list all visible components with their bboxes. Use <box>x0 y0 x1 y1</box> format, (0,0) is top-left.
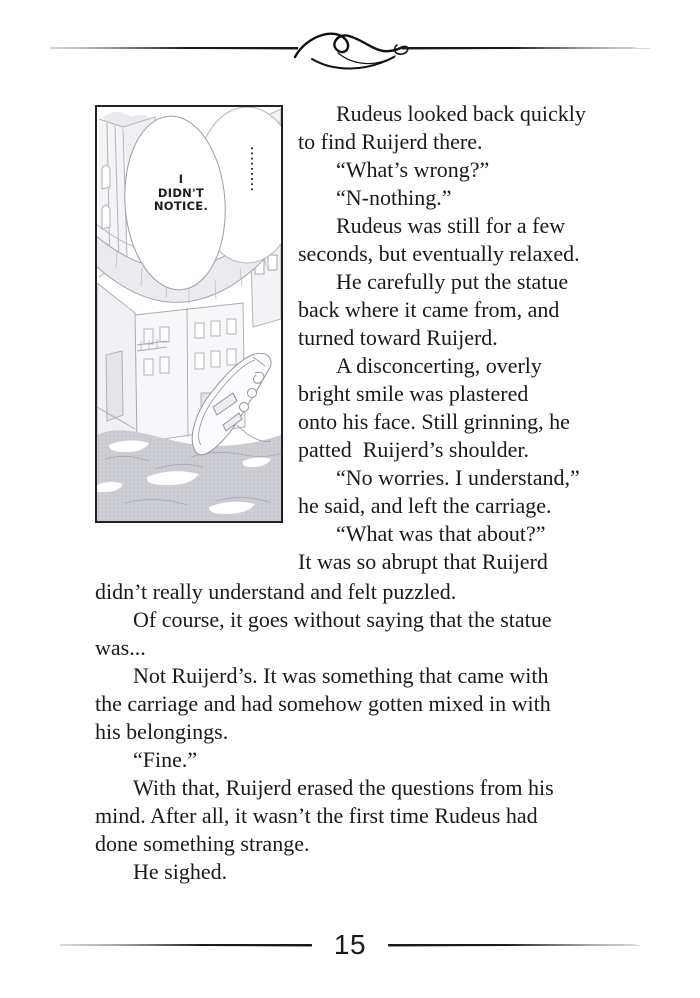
text-line: didn’t really understand and felt puzzled. <box>95 579 457 604</box>
speech-bubble-line: NOTICE. <box>153 199 209 213</box>
text-line: to find Ruijerd there. <box>298 129 483 154</box>
text-line: his belongings. <box>95 719 229 744</box>
text-line: “No worries. I understand,” <box>336 465 580 490</box>
speech-bubble-line: I <box>178 172 184 186</box>
text-line: Of course, it goes without saying that the statue <box>133 607 552 632</box>
text-line: With that, Ruijerd erased the questions from his <box>133 775 554 800</box>
footer-line-right <box>388 944 640 947</box>
speech-bubble-text <box>129 173 233 214</box>
footer-line-left <box>60 944 312 947</box>
text-line: turned toward Ruijerd. <box>298 325 498 350</box>
body-text-full <box>95 578 670 886</box>
text-line: patted Ruijerd’s shoulder. <box>298 437 529 462</box>
text-line: A disconcerting, overly <box>336 353 542 378</box>
text-line: seconds, but eventually relaxed. <box>298 241 580 266</box>
text-line: the carriage and had somehow gotten mixed in with <box>95 691 551 716</box>
text-line: “What was that about?” <box>336 521 546 546</box>
text-line: bright smile was plastered <box>298 381 529 406</box>
text-line: “N-nothing.” <box>336 185 452 210</box>
divider-line-right <box>402 47 650 50</box>
text-line: back where it came from, and <box>298 297 560 322</box>
text-line: He sighed. <box>133 859 228 884</box>
manga-panel <box>95 105 283 523</box>
text-line: he said, and left the carriage. <box>298 493 552 518</box>
body-text-column <box>298 100 678 576</box>
text-line: onto his face. Still grinning, he <box>298 409 570 434</box>
divider-flourish-icon <box>292 26 410 80</box>
ellipsis-bubble-dots: ········· <box>245 145 258 192</box>
text-line: Not Ruijerd’s. It was something that came with <box>133 663 549 688</box>
text-line: done something strange. <box>95 831 310 856</box>
page-number: 15 <box>333 929 367 960</box>
text-line: was... <box>95 635 146 660</box>
text-line: mind. After all, it wasn’t the first time Rudeus had <box>95 803 538 828</box>
divider-line-left <box>50 47 298 50</box>
text-line: Rudeus looked back quickly <box>336 101 586 126</box>
speech-bubble-line: DIDN'T <box>157 185 205 200</box>
text-line: Rudeus was still for a few <box>336 213 566 238</box>
text-line: It was so abrupt that Ruijerd <box>298 549 548 574</box>
header-divider <box>0 26 700 70</box>
page-footer <box>0 924 700 966</box>
text-line: He carefully put the statue <box>336 269 569 294</box>
text-line: “What’s wrong?” <box>336 157 490 182</box>
text-line: “Fine.” <box>133 747 198 772</box>
